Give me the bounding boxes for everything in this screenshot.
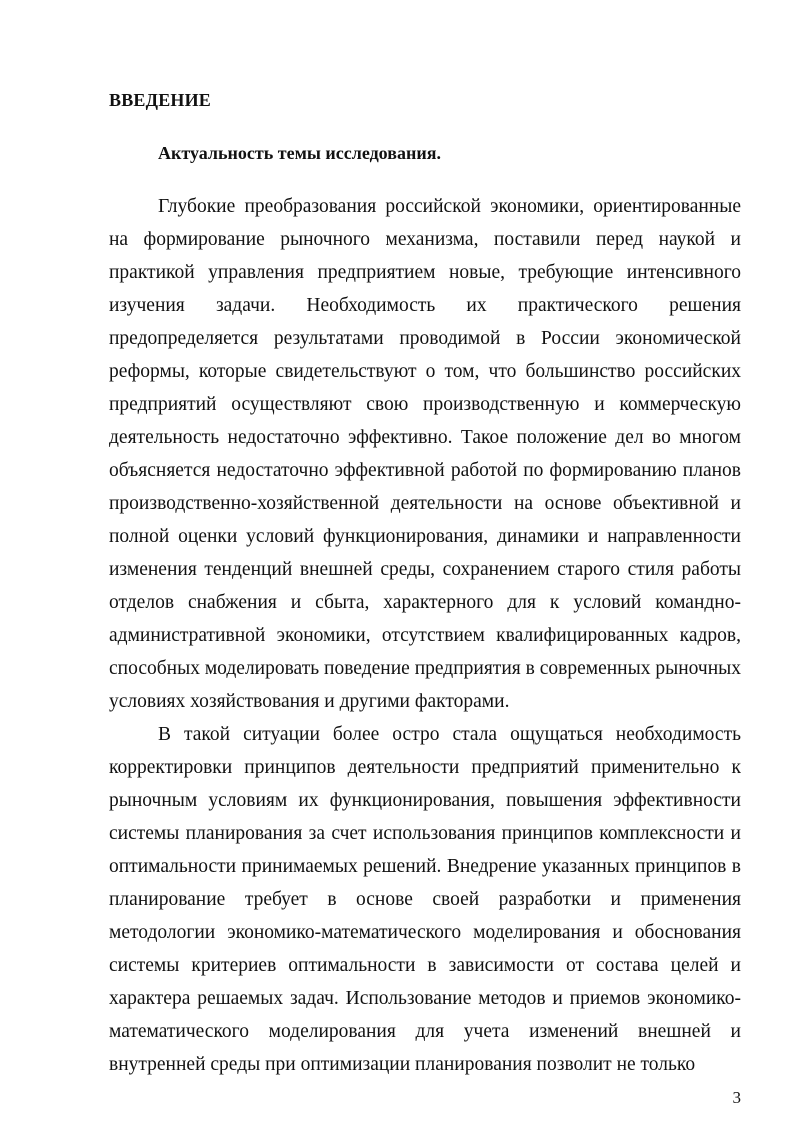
paragraph: В такой ситуации более остро стала ощущаться необходимость корректировки принципов деятельности предприятий применительно к рыночным условиям их функционирования, повышения эффективности системы планирования за счет использования принципов комплексности и оптимальности принимаемых решений. Внедрение указанных принципов в планирование требует в основе своей разработки и применения методологии экономико-математического моделирования и обоснования системы критериев оптимальности в зависимости от состава целей и характера решаемых задач. Использование методов и приемов экономико-математического моделирования для учета изменений внешней и внутренней среды при оптимизации планирования позволит не только bbox=[109, 723, 741, 1075]
paragraph: Глубокие преобразования российской экономики, ориентированные на формирование рыночного механизма, поставили перед наукой и практикой управления предприятием новые, требующие интенсивного изучения задачи. Необходимость их практического решения предопределяется результатами проводимой в России экономической реформы, которые свидетельствуют о том, что большинство российских предприятий осуществляют свою производственную и коммерческую деятельность недостаточно эффективно. Такое положение дел во многом объясняется недостаточно эффективной работой по формированию планов производственно-хозяйственной деятельности на основе объективной и полной оценки условий функционирования, динамики и направленности изменения тенденций внешней среды, сохранением старого стиля работы отделов снабжения и сбыта, характерного для к условий командно-административной экономики, отсутствием квалифицированных кадров, способных моделировать поведение предприятия в современных рыночных условиях хозяйствования и другими факторами. bbox=[109, 195, 741, 712]
section-heading: ВВЕДЕНИЕ bbox=[109, 90, 212, 110]
page-number: 3 bbox=[732, 1088, 741, 1107]
subsection-heading: Актуальность темы исследования. bbox=[158, 143, 441, 163]
